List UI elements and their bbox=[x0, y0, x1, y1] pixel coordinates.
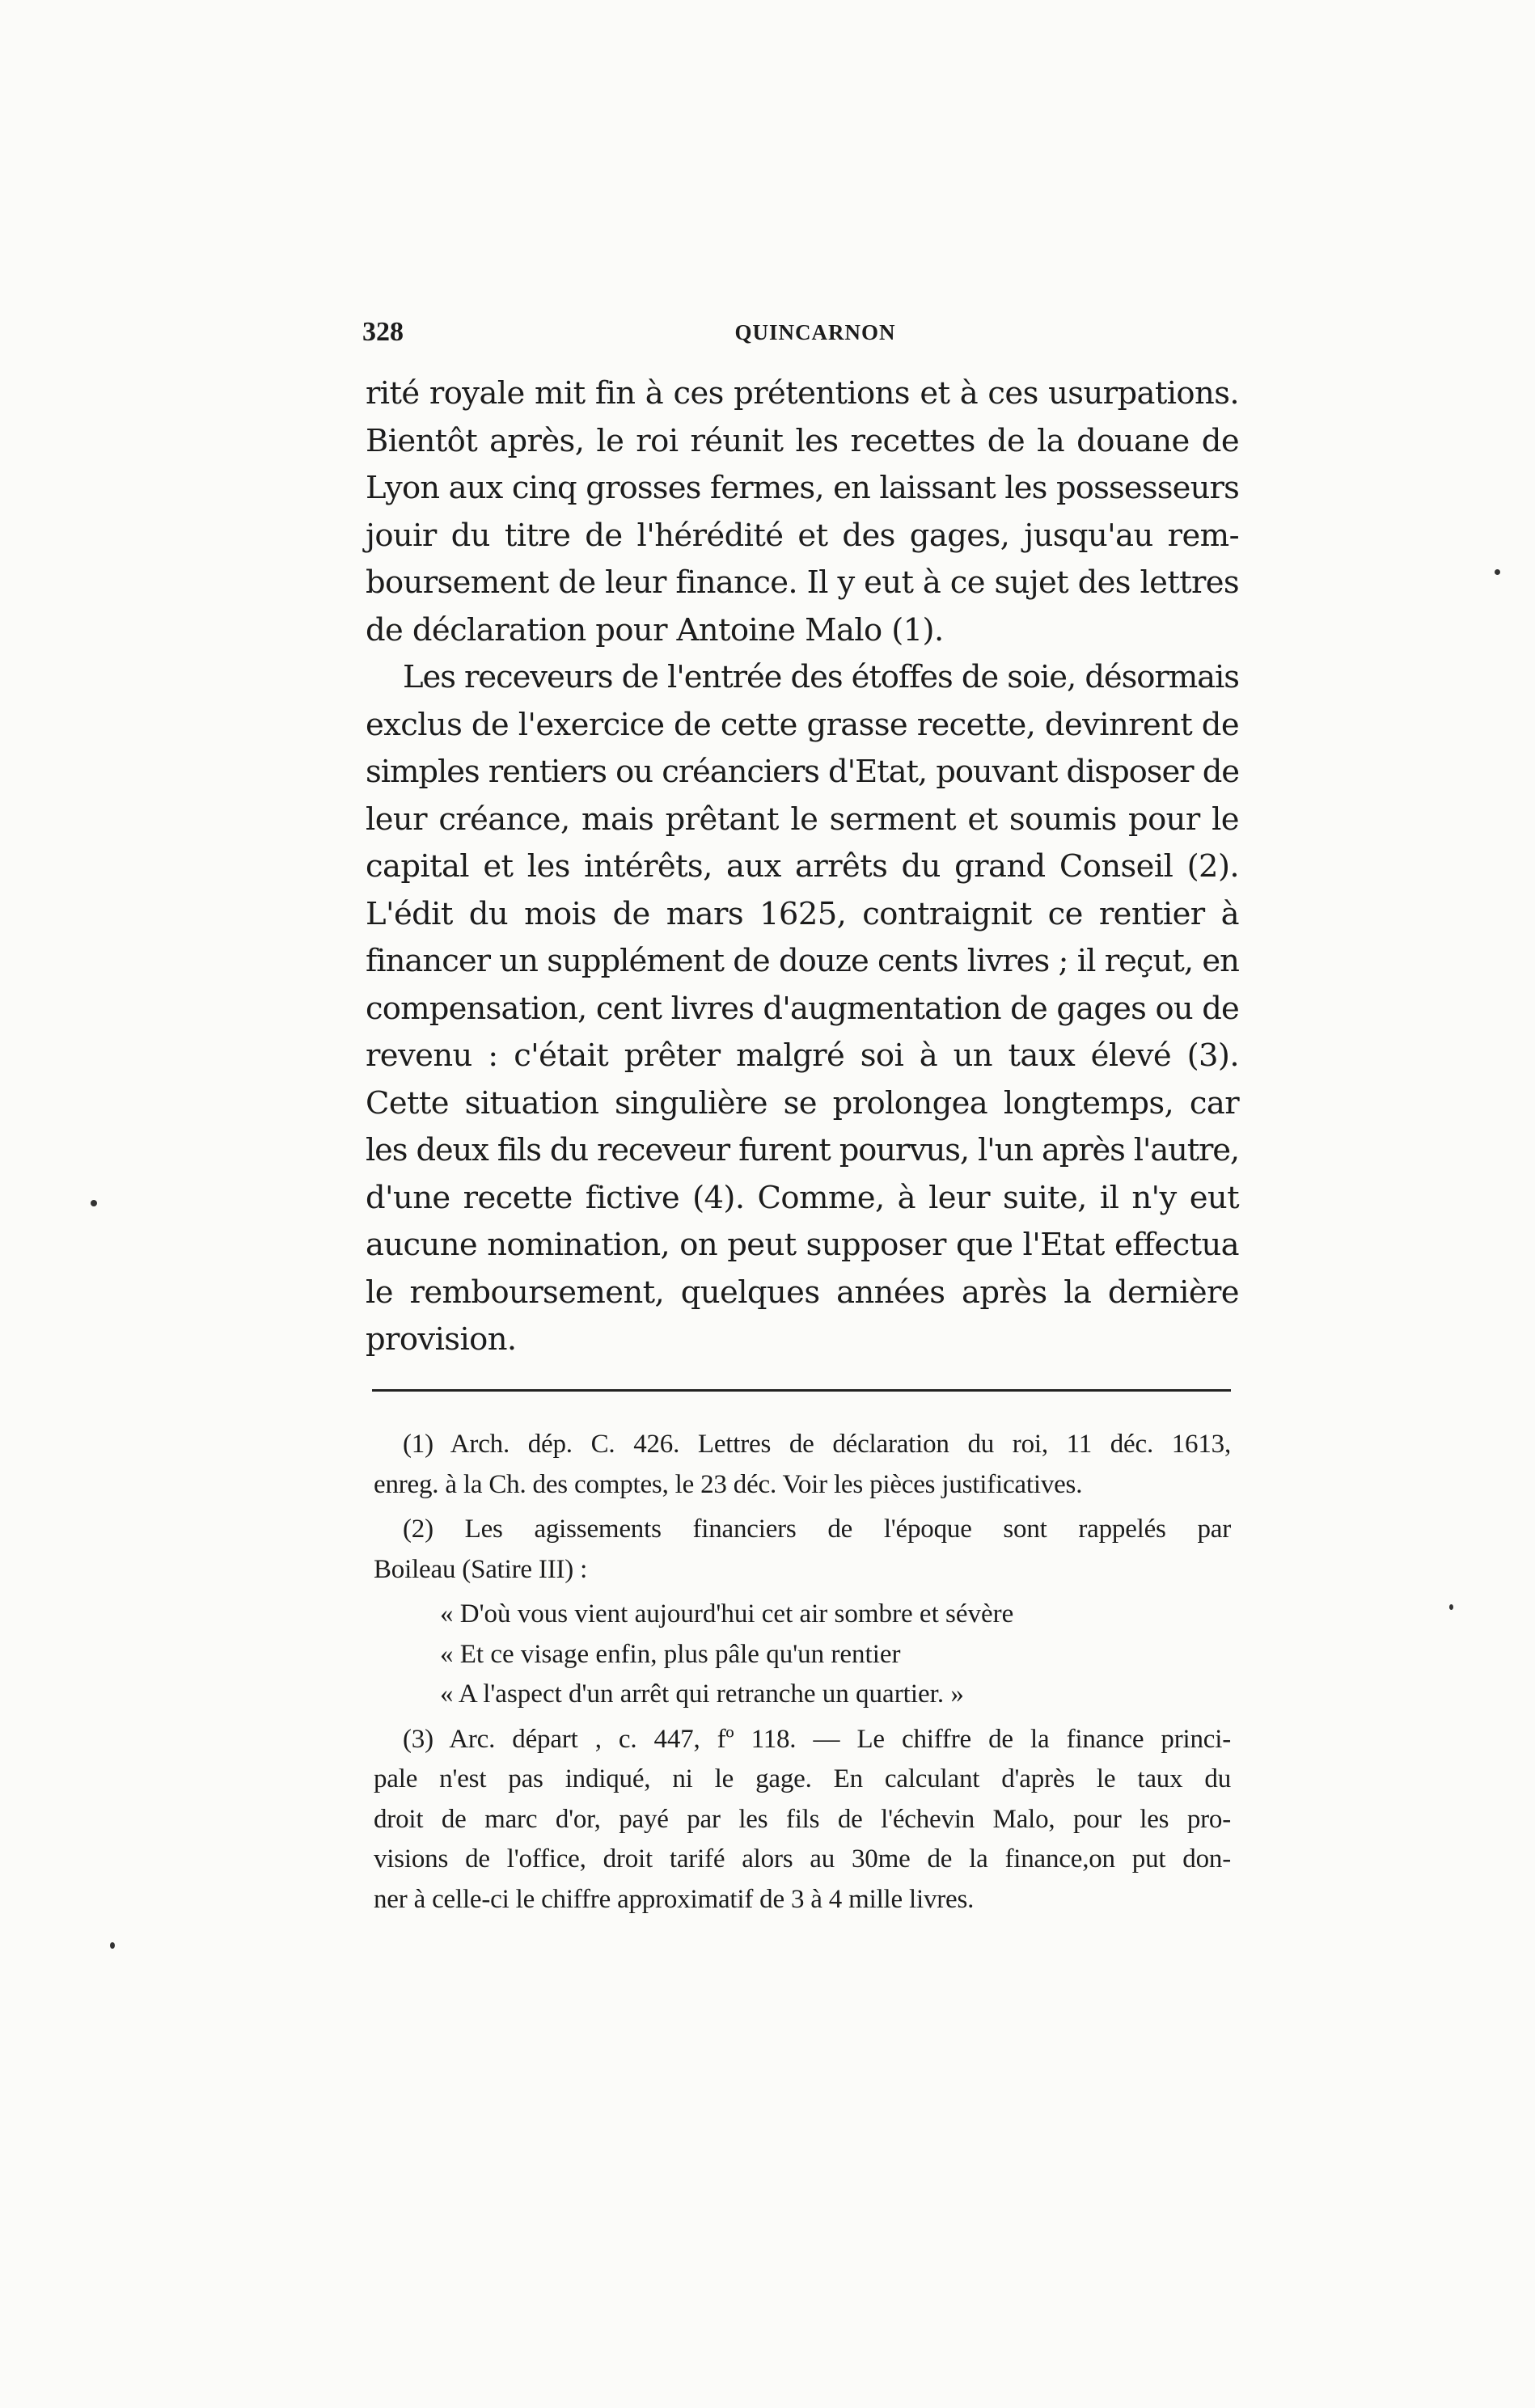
footnote-1 bbox=[374, 1425, 1231, 1505]
verse-quotation bbox=[374, 1595, 1231, 1715]
verse-line: « D'où vous vient aujourd'hui cet air sombre et sévère bbox=[440, 1599, 1014, 1629]
footnote-line: visions de l'office, droit tarifé alors au 30me de la finance,on put don- bbox=[374, 1844, 1231, 1874]
footnote-line: droit de marc d'or, payé par les fils de l'échevin Malo, pour les pro- bbox=[374, 1804, 1231, 1834]
scan-speck bbox=[110, 1942, 115, 1949]
text-line: revenu : c'était prêter malgré soi à un taux élevé (3). bbox=[366, 1037, 1239, 1074]
scan-speck bbox=[1495, 569, 1500, 575]
text-line: capital et les intérêts, aux arrêts du grand Conseil (2). bbox=[366, 848, 1239, 885]
text-line: exclus de l'exercice de cette grasse recette, devinrent de bbox=[366, 706, 1239, 743]
footnote-3 bbox=[374, 1720, 1231, 1920]
page-number: 328 bbox=[362, 317, 404, 347]
footnote-line: (2) Les agissements financiers de l'époque sont rappelés par bbox=[403, 1515, 1231, 1544]
page-header bbox=[362, 317, 1236, 365]
text-line: jouir du titre de l'hérédité et des gages, jusqu'au rem- bbox=[366, 517, 1239, 554]
scan-speck bbox=[91, 1200, 97, 1206]
text-line: simples rentiers ou créanciers d'Etat, pouvant disposer de bbox=[366, 754, 1239, 790]
text-line: de déclaration pour Antoine Malo (1). bbox=[366, 611, 944, 648]
text-line: provision. bbox=[366, 1321, 517, 1358]
paragraph-2 bbox=[366, 654, 1239, 1364]
text-line: boursement de leur finance. Il y eut à ce sujet des lettres bbox=[366, 564, 1239, 601]
text-line: les deux fils du receveur furent pourvus, l'un après l'autre, bbox=[366, 1132, 1239, 1168]
paragraph-1 bbox=[366, 370, 1239, 654]
text-line: aucune nomination, on peut supposer que l'Etat effectua bbox=[366, 1227, 1239, 1263]
footnote-line: enreg. à la Ch. des comptes, le 23 déc. Voir les pièces justificatives. bbox=[374, 1469, 1083, 1499]
text-line: Bientôt après, le roi réunit les recettes de la douane de bbox=[366, 422, 1239, 459]
text-line: Lyon aux cinq grosses fermes, en laissant les possesseurs bbox=[366, 470, 1239, 506]
verse-line: « A l'aspect d'un arrêt qui retranche un quartier. » bbox=[440, 1679, 964, 1709]
running-title: QUINCARNON bbox=[734, 320, 896, 344]
main-text bbox=[366, 370, 1239, 1364]
text-line: leur créance, mais prêtant le serment et soumis pour le bbox=[366, 801, 1239, 838]
footnote-separator bbox=[372, 1389, 1231, 1392]
verse-line: « Et ce visage enfin, plus pâle qu'un rentier bbox=[440, 1639, 901, 1669]
text-line: le remboursement, quelques années après la dernière bbox=[366, 1274, 1239, 1311]
footnote-line: (3) Arc. départ , c. 447, fº 118. — Le chiffre de la finance princi- bbox=[403, 1724, 1231, 1754]
footnote-line: ner à celle-ci le chiffre approximatif de 3 à 4 mille livres. bbox=[374, 1884, 975, 1914]
footnotes bbox=[374, 1425, 1231, 1920]
text-line: d'une recette fictive (4). Comme, à leur suite, il n'y eut bbox=[366, 1179, 1239, 1216]
scan-speck bbox=[1449, 1604, 1453, 1610]
text-line: Cette situation singulière se prolongea longtemps, car bbox=[366, 1084, 1239, 1122]
text-line: Les receveurs de l'entrée des étoffes de soie, désormais bbox=[403, 659, 1239, 695]
footnote-line: pale n'est pas indiqué, ni le gage. En calculant d'après le taux du bbox=[374, 1764, 1231, 1793]
footnote-line: (1) Arch. dép. C. 426. Lettres de déclaration du roi, 11 déc. 1613, bbox=[403, 1430, 1231, 1459]
footnote-2 bbox=[374, 1510, 1231, 1590]
footnote-line: Boileau (Satire III) : bbox=[374, 1554, 588, 1584]
text-line: compensation, cent livres d'augmentation de gages ou de bbox=[366, 990, 1239, 1027]
text-line: financer un supplément de douze cents livres ; il reçut, en bbox=[366, 943, 1239, 979]
text-line: L'édit du mois de mars 1625, contraignit ce rentier à bbox=[366, 895, 1239, 932]
text-line: rité royale mit fin à ces prétentions et à ces usurpations. bbox=[366, 375, 1239, 412]
